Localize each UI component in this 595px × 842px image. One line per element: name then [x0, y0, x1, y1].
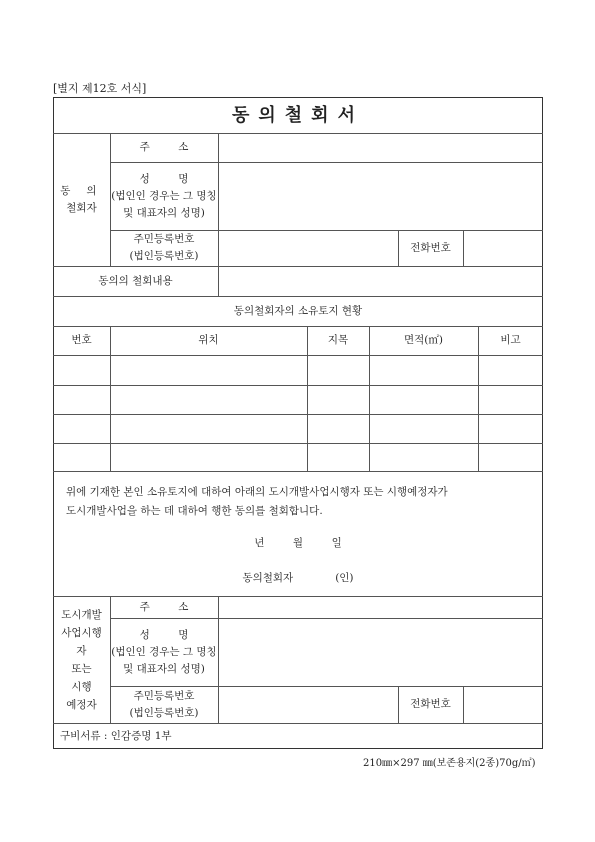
developer-label-line4: 또는: [71, 662, 92, 675]
statement-line1: 위에 기재한 본인 소유토지에 대하여 아래의 도시개발사업시행자 또는 시행예정자가: [66, 486, 448, 498]
developer-id-label-line2: (법인등록번호): [129, 706, 199, 719]
withdrawer-name-note-line2: 및 대표자의 성명): [123, 206, 205, 219]
withdrawer-name-field[interactable]: [219, 163, 542, 229]
developer-label-line1: 도시개발: [61, 608, 102, 621]
rule-table-bottom: [53, 471, 543, 472]
land-table-header-remarks: 비고: [500, 334, 521, 346]
form-title: 동의철회서: [232, 104, 364, 126]
developer-address-label: 주 소: [139, 600, 189, 613]
withdrawer-id-label-line1: 주민등록번호: [133, 233, 195, 245]
withdrawer-label-line1: 동 의: [60, 184, 103, 197]
developer-name-field[interactable]: [219, 619, 542, 685]
withdrawer-name-note-line1: (법인인 경우는 그 명칭: [111, 189, 217, 202]
table-row[interactable]: [54, 386, 542, 413]
statement-line2: 도시개발사업을 하는 데 대하여 행한 동의를 철회합니다.: [66, 505, 323, 517]
table-row[interactable]: [54, 356, 542, 384]
developer-label-line2: 사업시행: [61, 626, 102, 639]
developer-name-note-line1: (법인인 경우는 그 명칭: [111, 645, 217, 658]
land-table-header-area: 면적(㎡): [404, 334, 443, 346]
withdrawer-address-label: 주 소: [139, 141, 189, 153]
developer-label-line5: 시행: [71, 680, 92, 693]
withdrawer-id-label-line2: (법인등록번호): [129, 250, 199, 262]
table-row[interactable]: [54, 444, 542, 470]
withdrawer-phone-label: 전화번호: [410, 241, 451, 254]
withdrawal-content-label: 동의의 철회내용: [98, 274, 173, 287]
land-table-header-number: 번호: [71, 334, 92, 346]
developer-phone-label: 전화번호: [410, 698, 451, 710]
land-table-caption: 동의철회자의 소유토지 현황: [233, 304, 363, 317]
table-row[interactable]: [54, 415, 542, 442]
paper-spec: 210㎜×297 ㎜(보존용지(2종)70g/㎡): [363, 758, 536, 769]
withdrawer-name-label: 성 명: [139, 172, 189, 185]
withdrawer-label-line2: 철회자: [66, 201, 97, 214]
date-line: 년 월 일: [254, 536, 342, 549]
developer-id-field[interactable]: [219, 687, 397, 722]
seal-label: (인): [335, 571, 354, 584]
developer-address-field[interactable]: [219, 597, 542, 617]
withdrawal-content-field[interactable]: [219, 267, 542, 295]
withdrawer-address-field[interactable]: [219, 134, 542, 161]
land-table-header-category: 지목: [327, 334, 349, 346]
withdrawer-id-field[interactable]: [219, 231, 397, 265]
developer-label-line3: 자: [76, 644, 87, 657]
statement: [66, 483, 536, 521]
land-table-header-location: 위치: [198, 334, 219, 346]
annex-label: [별지 제12호 서식]: [53, 82, 147, 95]
developer-label-line6: 예정자: [66, 698, 97, 711]
developer-phone-field[interactable]: [464, 687, 542, 722]
signature-label: 동의철회자: [242, 571, 294, 584]
attachments-label: 구비서류 : 인감증명 1부: [60, 729, 172, 742]
developer-id-label-line1: 주민등록번호: [133, 689, 195, 702]
withdrawer-phone-field[interactable]: [464, 231, 542, 265]
developer-name-label: 성 명: [139, 628, 189, 641]
developer-name-note-line2: 및 대표자의 성명): [123, 662, 205, 675]
